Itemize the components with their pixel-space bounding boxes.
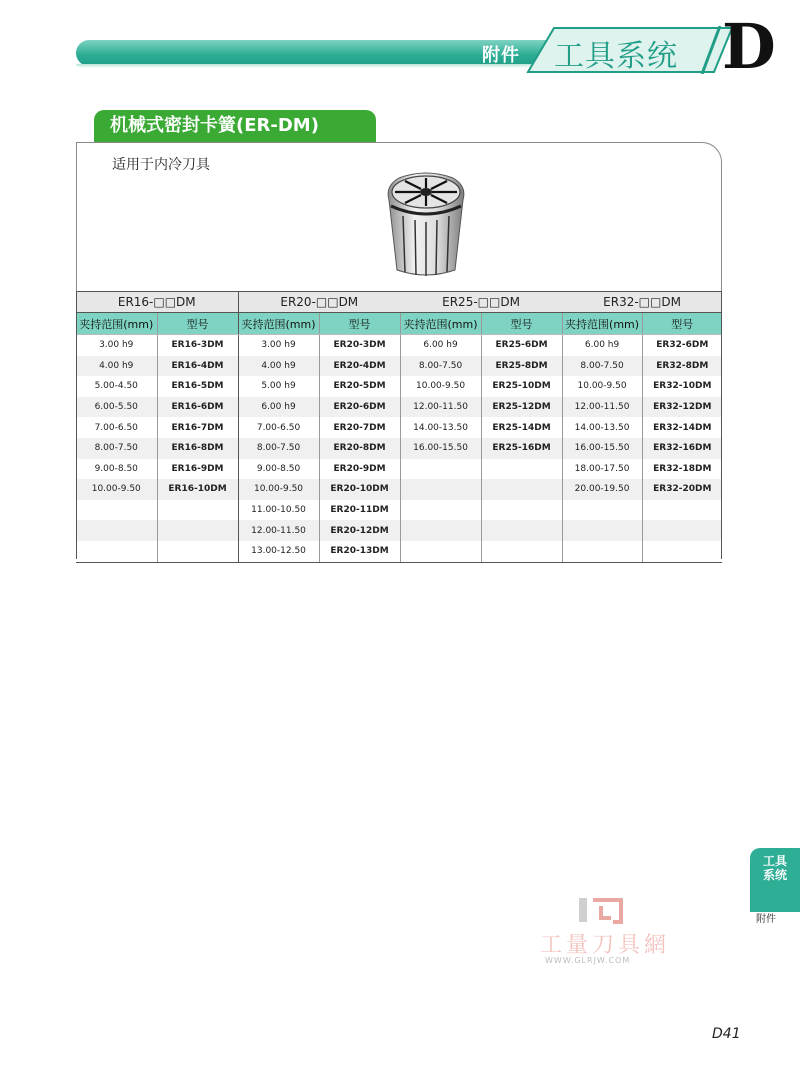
table-row [76, 397, 722, 418]
model-cell: ER16-6DM [157, 397, 238, 418]
model-cell: ER25-12DM [481, 397, 562, 418]
range-cell: 9.00-8.50 [76, 459, 157, 480]
col-range-header: 夹持范围(mm) [238, 313, 319, 335]
model-cell: ER20-13DM [319, 541, 400, 562]
col-model-header: 型号 [642, 313, 722, 335]
model-cell: ER25-14DM [481, 417, 562, 438]
model-cell: ER32-16DM [642, 438, 722, 459]
table-row [76, 541, 722, 562]
model-cell: ER32-20DM [642, 479, 722, 500]
model-cell: ER20-11DM [319, 500, 400, 521]
model-cell: ER16-5DM [157, 376, 238, 397]
range-cell: 16.00-15.50 [400, 438, 481, 459]
series-er25: ER25-□□DM [400, 292, 562, 313]
model-cell: ER32-12DM [642, 397, 722, 418]
table-row [76, 438, 722, 459]
side-section-tab [750, 848, 800, 912]
range-cell [76, 500, 157, 521]
series-er16: ER16-□□DM [76, 292, 238, 313]
range-cell: 6.00 h9 [562, 335, 642, 356]
watermark-logo-icon [577, 896, 627, 926]
model-cell [157, 520, 238, 541]
range-cell: 3.00 h9 [76, 335, 157, 356]
range-cell: 20.00-19.50 [562, 479, 642, 500]
model-cell: ER20-3DM [319, 335, 400, 356]
range-cell: 8.00-7.50 [238, 438, 319, 459]
model-cell: ER20-6DM [319, 397, 400, 418]
table-row [76, 356, 722, 377]
series-header-row [76, 292, 722, 313]
table-row [76, 520, 722, 541]
range-cell: 6.00-5.50 [76, 397, 157, 418]
range-cell: 6.00 h9 [238, 397, 319, 418]
range-cell: 7.00-6.50 [238, 417, 319, 438]
range-cell [76, 541, 157, 562]
col-model-header: 型号 [319, 313, 400, 335]
range-cell [76, 520, 157, 541]
range-cell: 5.00-4.50 [76, 376, 157, 397]
header-sub-label: 附件 [482, 45, 520, 66]
model-cell [642, 500, 722, 521]
range-cell [400, 520, 481, 541]
model-cell: ER20-4DM [319, 356, 400, 377]
range-cell [562, 520, 642, 541]
range-cell: 13.00-12.50 [238, 541, 319, 562]
model-cell: ER25-6DM [481, 335, 562, 356]
range-cell: 8.00-7.50 [562, 356, 642, 377]
header-main-label: 工具系统 [554, 39, 678, 74]
range-cell: 18.00-17.50 [562, 459, 642, 480]
table-row [76, 479, 722, 500]
col-range-header: 夹持范围(mm) [400, 313, 481, 335]
page-number: D41 [712, 1026, 741, 1042]
table-row [76, 500, 722, 521]
table-row [76, 376, 722, 397]
model-cell: ER16-7DM [157, 417, 238, 438]
model-cell: ER20-9DM [319, 459, 400, 480]
model-cell [481, 520, 562, 541]
model-cell: ER16-3DM [157, 335, 238, 356]
model-cell [642, 541, 722, 562]
product-title: 机械式密封卡簧(ER-DM) [94, 110, 376, 142]
model-cell: ER25-16DM [481, 438, 562, 459]
model-cell [157, 500, 238, 521]
model-cell: ER32-18DM [653, 463, 712, 474]
column-header-row [76, 313, 722, 335]
range-cell: 4.00 h9 [76, 356, 157, 377]
col-model-header: 型号 [157, 313, 238, 335]
model-cell: ER16-4DM [157, 356, 238, 377]
model-cell: ER32-8DM [642, 356, 722, 377]
model-cell: ER16-8DM [157, 438, 238, 459]
model-cell: ER16-10DM [157, 479, 238, 500]
range-cell [562, 500, 642, 521]
model-cell: ER16-9DM [157, 459, 238, 480]
range-cell [400, 500, 481, 521]
range-cell [562, 541, 642, 562]
range-cell: 12.00-11.50 [400, 397, 481, 418]
model-cell: ER20-12DM [319, 520, 400, 541]
model-cell [481, 541, 562, 562]
col-range-header: 夹持范围(mm) [76, 313, 157, 335]
range-cell: 10.00-9.50 [238, 479, 319, 500]
model-cell: ER20-10DM [319, 479, 400, 500]
range-cell: 10.00-9.50 [400, 376, 481, 397]
model-cell: ER32-6DM [656, 340, 709, 351]
range-cell [400, 541, 481, 562]
range-cell: 12.00-11.50 [562, 397, 642, 418]
range-cell: 7.00-6.50 [76, 417, 157, 438]
range-cell: 10.00-9.50 [562, 376, 642, 397]
table-row [76, 335, 722, 356]
watermark-url: WWW.GLRJW.COM [545, 956, 631, 965]
model-cell: ER25-8DM [481, 356, 562, 377]
product-subtitle: 适用于内冷刀具 [112, 157, 210, 173]
range-cell: 8.00-7.50 [76, 438, 157, 459]
er-collet-photo-icon [385, 170, 467, 280]
range-cell: 10.00-9.50 [76, 479, 157, 500]
watermark-text: 工量刀具網 [540, 933, 671, 958]
model-cell [481, 459, 562, 480]
range-cell: 14.00-13.50 [400, 417, 481, 438]
series-er32: ER32-□□DM [562, 292, 722, 313]
range-cell: 6.00 h9 [400, 335, 481, 356]
spec-table [76, 291, 722, 563]
range-cell: 8.00-7.50 [400, 356, 481, 377]
side-tab-sub-label: 附件 [756, 914, 776, 925]
range-cell: 16.00-15.50 [562, 438, 642, 459]
range-cell: 9.00-8.50 [238, 459, 319, 480]
model-cell: ER20-7DM [319, 417, 400, 438]
model-cell: ER32-10DM [653, 381, 712, 392]
model-cell: ER32-14DM [653, 422, 712, 433]
range-cell: 11.00-10.50 [238, 500, 319, 521]
section-letter: D [722, 10, 776, 83]
side-tab-label: 工具系统 [762, 854, 787, 882]
table-row [76, 459, 722, 480]
model-cell: ER20-8DM [319, 438, 400, 459]
range-cell: 4.00 h9 [238, 356, 319, 377]
range-cell [400, 479, 481, 500]
range-cell: 5.00 h9 [238, 376, 319, 397]
model-cell: ER20-5DM [319, 376, 400, 397]
range-cell: 14.00-13.50 [562, 417, 642, 438]
col-model-header: 型号 [481, 313, 562, 335]
table-row [76, 417, 722, 438]
model-cell [157, 541, 238, 562]
model-cell [481, 500, 562, 521]
range-cell: 3.00 h9 [238, 335, 319, 356]
range-cell: 12.00-11.50 [238, 520, 319, 541]
col-range-header: 夹持范围(mm) [562, 313, 642, 335]
model-cell [642, 520, 722, 541]
model-cell: ER25-10DM [481, 376, 562, 397]
model-cell [481, 479, 562, 500]
range-cell [400, 459, 481, 480]
series-er20: ER20-□□DM [238, 292, 400, 313]
